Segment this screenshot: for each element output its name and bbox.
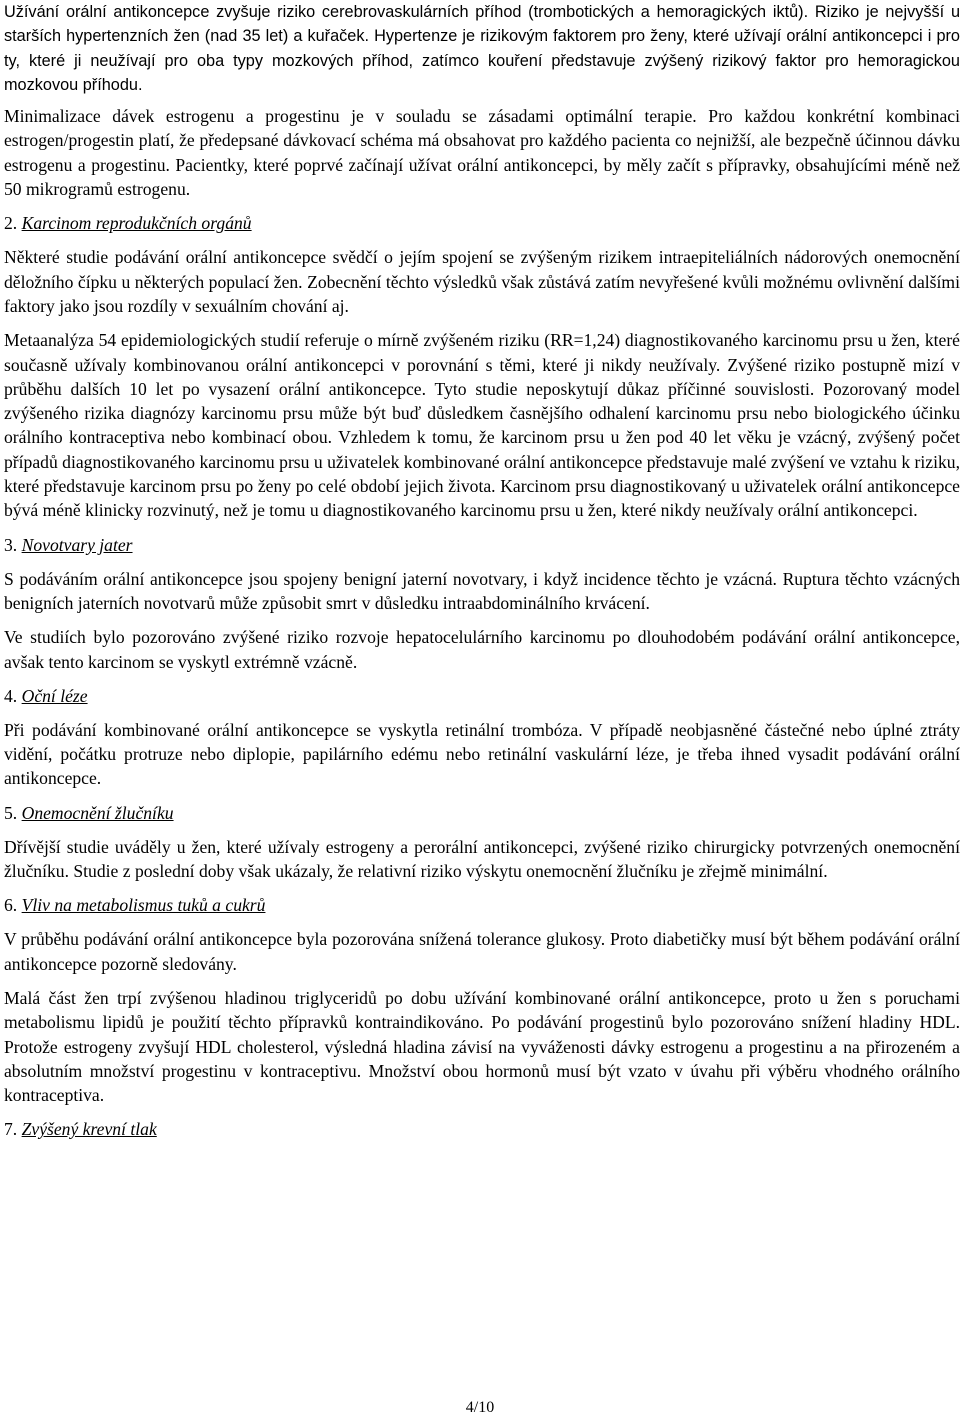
heading-gallbladder-disease [4, 801, 960, 825]
heading-title: Onemocnění žlučníku [21, 802, 174, 823]
heading-title: Oční léze [21, 685, 88, 706]
page-number: 4/10 [465, 1399, 495, 1416]
paragraph-hepatocellular-carcinoma: Ve studiích bylo pozorováno zvýšené riziko rozvoje hepatocelulárního karcinomu po dlouhodobém podávání orální antikoncepce, avšak tento karcinom se vyskytl extrémně vzácně. [4, 627, 960, 672]
heading-number: 2. [4, 213, 18, 234]
heading-number: 7. [4, 1119, 18, 1140]
paragraph-benign-liver-tumors: S podáváním orální antikoncepce jsou spojeny benigní jaterní novotvary, i když incidence těchto je vzácná. Ruptura těchto vzácných benigních jaterních novotvarů může způsobit smrt v důsledku intraabdominálního krvácení. [4, 568, 960, 613]
heading-reproductive-cancer [4, 211, 960, 235]
paragraph-cerebrovascular-risk: Užívání orální antikoncepce zvyšuje riziko cerebrovaskulárních příhod (trombotických a hemoragických iktů). Riziko je nejvyšší u starších hypertenzních žen (nad 35 let) a kuřaček. Hypertenze je rizikovým faktorem pro ženy, které užívají orální antikoncepci i pro ty, které ji neužívají pro oba typy mozkových příhod, zatímco kouření představuje zvýšený rizikový faktor pro hemoragickou mozkovou příhodu. [4, 3, 960, 94]
paragraph-gallbladder-risk: Dřívější studie uváděly u žen, které užívaly estrogeny a perorální antikoncepci, zvýšené riziko chirurgicky potvrzených onemocnění žlučníku. Studie z poslední doby však ukázaly, že relativní riziko výskytu onemocnění žlučníku je zřejmě minimální. [4, 836, 960, 882]
document-page [4, 0, 960, 1141]
heading-liver-tumors [4, 533, 960, 557]
paragraph-dose-minimization: Minimalizace dávek estrogenu a progestinu je v souladu se zásadami optimální terapie. Pro každou konkrétní kombinaci estrogen/progestin platí, že předepsané dávkovací schéma má obsahovat pro každého pacienta co nejnižší, ale bezpečně účinnou dávku estrogenu a progestinu. Pacientky, které poprvé začínají užívat orální antikoncepci, by měly začít s přípravky, obsahujícími méně než 50 mikrogramů estrogenu. [4, 106, 960, 200]
heading-ocular-lesions [4, 684, 960, 708]
heading-number: 6. [4, 895, 18, 916]
heading-title: Vliv na metabolismus tuků a cukrů [21, 895, 266, 916]
paragraph-breast-cancer: Metaanalýza 54 epidemiologických studií referuje o mírně zvýšeném riziku (RR=1,24) diagnostikovaného karcinomu prsu u žen, které současně užívaly kombinovanou orální antikoncepci v porovnání s těmi, které ji nikdy neužívaly. Zvýšené riziko postupně mizí v průběhu dalších 10 let po vysazení orální antikoncepce. Tyto studie neposkytují důkaz příčinné souvislosti. Pozorovaný model zvýšeného rizika diagnózy karcinomu prsu může být buď důsledkem časnějšího odhalení karcinomu prsu nebo biologického účinku orálního kontraceptiva nebo kombinací obou. Vzhledem k tomu, že karcinom prsu u žen pod 40 let věku je vzácný, zvýšený počet případů diagnostikovaného karcinomu prsu u uživatelek kombinované orální antikoncepce představuje malé zvýšení ve vztahu k riziku, které představuje karcinom prsu po ženy po celé období jejich života. Karcinom prsu diagnostikovaný u uživatelek orální antikoncepce bývá méně klinicky rozvinutý, než je tomu u diagnostikovaného karcinomu prsu u žen, které nikdy neužívaly orální antikoncepci. [4, 330, 960, 521]
paragraph-retinal-thrombosis: Při podávání kombinované orální antikoncepce se vyskytla retinální trombóza. V případě neobjasněné částečné nebo úplné ztráty vidění, počátku protruze nebo diplopie, papilárního edému nebo retinální vaskulární léze, je třeba ihned vysadit podávání orální antikoncepce. [4, 719, 960, 789]
heading-title: Karcinom reprodukčních orgánů [21, 213, 252, 234]
heading-number: 5. [4, 802, 18, 823]
paragraph-cervical-cancer: Některé studie podávání orální antikoncepce svědčí o jejím spojení se zvýšeným rizikem intraepiteliálních nádorových onemocnění děložního čípku u některých populací žen. Zobecnění těchto výsledků však zůstává zatím nevyřešené kvůli možnému ovlivnění dalšími faktory jako jsou rozdíly v sexuálním chování aj. [4, 247, 960, 316]
heading-title: Zvýšený krevní tlak [21, 1119, 157, 1140]
paragraph-glucose-tolerance: V průběhu podávání orální antikoncepce byla pozorována snížená tolerance glukosy. Proto diabetičky musí být během podávání orální antikoncepce pozorně sledovány. [4, 929, 960, 974]
paragraph-lipid-metabolism: Malá část žen trpí zvýšenou hladinou triglyceridů po dobu užívání kombinované orální antikoncepce, proto u žen s poruchami metabolismu lipidů je použití těchto přípravků kontraindikováno. Po podávání progestinů bylo pozorováno snížení hladiny HDL. Protože estrogeny zvyšují HDL cholesterol, výsledná hladina závisí na vyváženosti dávky estrogenu a progestinu a na přirozeném a absolutním množství progestinu v kontraceptivu. Množství obou hormonů musí být vzato v úvahu při výběru vhodného orálního kontraceptiva. [4, 987, 960, 1106]
heading-number: 4. [4, 685, 18, 706]
heading-blood-pressure [4, 1117, 960, 1141]
heading-title: Novotvary jater [21, 534, 133, 555]
heading-metabolism [4, 893, 960, 917]
heading-number: 3. [4, 534, 18, 555]
